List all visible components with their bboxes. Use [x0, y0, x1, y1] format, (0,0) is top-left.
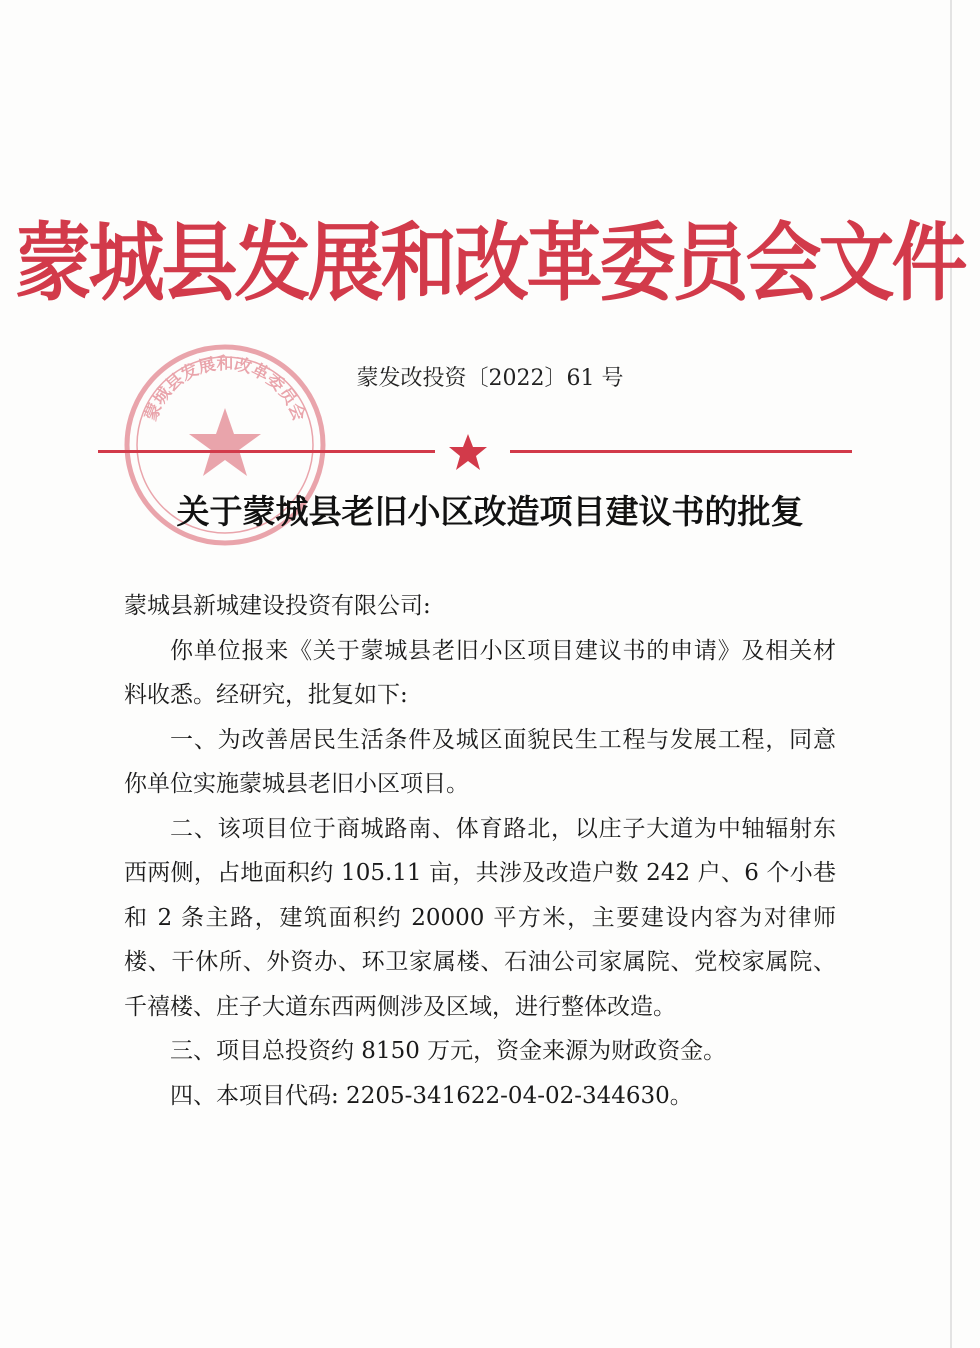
document-title: 关于蒙城县老旧小区改造项目建议书的批复 [176, 492, 804, 531]
red-rule-left [98, 450, 435, 453]
red-rule-right [510, 450, 852, 453]
paragraph-item-4: 四、本项目代码: 2205-341622-04-02-344630。 [170, 1082, 693, 1109]
paragraph-item-3: 三、项目总投资约 8150 万元，资金来源为财政资金。 [170, 1038, 727, 1064]
paragraph-intro: 你单位报来《关于蒙城县老旧小区项目建议书的申请》及相关材料收悉。经研究，批复如下: [124, 637, 836, 708]
addressee: 蒙城县新城建设投资有限公司: [124, 593, 431, 619]
document-number: 蒙发改投资〔2022〕61 号 [356, 366, 624, 391]
paragraph-item-1: 一、为改善居民生活条件及城区面貌民生工程与发展工程，同意你单位实施蒙城县老旧小区项目。 [124, 726, 836, 797]
paragraph-item-2: 二、该项目位于商城路南、体育路北，以庄子大道为中轴辐射东西两侧，占地面积约 105.11 亩，共涉及改造户数 242 户、6 个小巷和 2 条主路，建筑面积约 20000 平方米，主要建设内容为对律师楼、干休所、外资办、环卫家属楼、石油公司家属院、党校家属院、千禧楼、庄子大道东西两侧涉及区域，进行整体改造。 [124, 815, 836, 1020]
svg-text:蒙城县发展和改革委员会: 蒙城县发展和改革委员会 [141, 354, 309, 424]
red-star-icon [446, 432, 490, 472]
masthead-title: 蒙城县发展和改革委员会文件 [15, 212, 965, 313]
document-body [124, 584, 836, 1118]
